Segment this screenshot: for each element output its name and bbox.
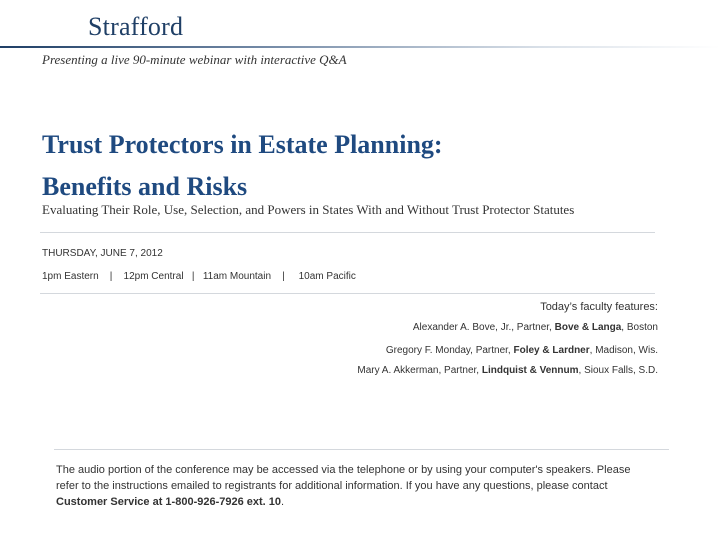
faculty-location: , Madison, Wis. bbox=[589, 345, 658, 356]
page-title bbox=[42, 124, 682, 208]
audio-end: . bbox=[281, 496, 285, 508]
title-line-2: Benefits and Risks bbox=[42, 172, 248, 201]
tagline: Presenting a live 90-minute webinar with interactive Q&A bbox=[42, 52, 347, 67]
faculty-name-role: Gregory F. Monday, Partner, bbox=[385, 345, 514, 356]
faculty-member bbox=[357, 365, 658, 376]
strafford-logo: Strafford bbox=[88, 12, 184, 41]
title-line-1: Trust Protectors in Estate Planning: bbox=[42, 130, 443, 159]
audio-text: The audio portion of the conference may be accessed via the telephone or by using your computer's speakers. Please refer to the instructions emailed to registrants for additional information. If you have any questions, please contact bbox=[56, 464, 631, 492]
faculty-heading: Today’s faculty features: bbox=[540, 301, 658, 313]
faculty-name-role: Mary A. Akkerman, Partner, bbox=[357, 365, 482, 376]
divider-bottom bbox=[54, 449, 669, 450]
event-times: 1pm Eastern | 12pm Central | 11am Mountain | 10am Pacific bbox=[42, 271, 356, 282]
faculty-member bbox=[386, 345, 658, 356]
faculty-firm: Foley & Lardner bbox=[513, 345, 590, 356]
divider-top bbox=[40, 232, 655, 233]
header-divider bbox=[0, 46, 720, 48]
faculty-member bbox=[413, 322, 658, 333]
audio-instructions bbox=[56, 462, 656, 510]
faculty-firm: Bove & Langa bbox=[554, 322, 622, 333]
divider-mid bbox=[40, 293, 655, 294]
event-date: THURSDAY, JUNE 7, 2012 bbox=[42, 248, 163, 259]
faculty-firm: Lindquist & Vennum bbox=[481, 365, 579, 376]
faculty-location: , Sioux Falls, S.D. bbox=[578, 365, 658, 376]
customer-service-contact: Customer Service at 1-800-926-7926 ext. 10 bbox=[56, 496, 282, 508]
faculty-location: , Boston bbox=[621, 322, 658, 333]
subtitle: Evaluating Their Role, Use, Selection, and Powers in States With and Without Trust Protector Statutes bbox=[42, 202, 575, 217]
faculty-name-role: Alexander A. Bove, Jr., Partner, bbox=[412, 322, 555, 333]
